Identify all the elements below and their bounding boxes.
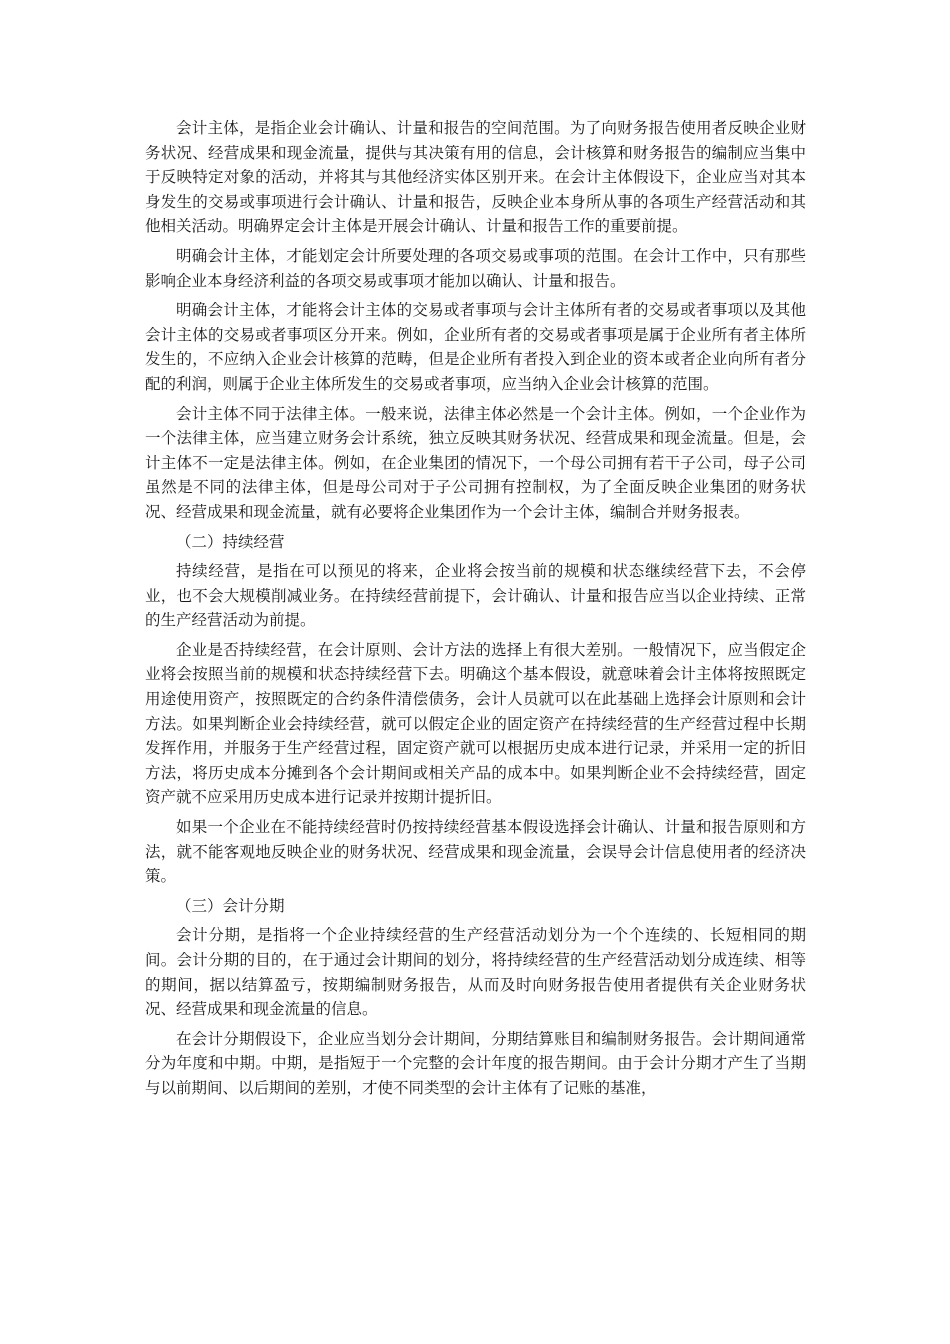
- paragraph-accounting-entity-definition: 会计主体，是指企业会计确认、计量和报告的空间范围。为了向财务报告使用者反映企业财务状况、经营成果和现金流量，提供与其决策有用的信息，会计核算和财务报告的编制应当集中于反映特定对象的活动，并将其与其他经济实体区别开来。在会计主体假设下，企业应当对其本身发生的交易或事项进行会计确认、计量和报告，反映企业本身所从事的各项生产经营活动和其他相关活动。明确界定会计主体是开展会计确认、计量和报告工作的重要前提。: [145, 119, 806, 236]
- paragraph-entity-vs-legal: 会计主体不同于法律主体。一般来说，法律主体必然是一个会计主体。例如，一个企业作为一个法律主体，应当建立财务会计系统，独立反映其财务状况、经营成果和现金流量。但是，会计主体不一定是法律主体。例如，在企业集团的情况下，一个母公司拥有若干子公司，母子公司虽然是不同的法律主体，但是母公司对于子公司拥有控制权，为了全面反映企业集团的财务状况、经营成果和现金流量，就有必要将企业集团作为一个会计主体，编制合并财务报表。: [145, 404, 806, 521]
- section-heading-accounting-period: （三）会计分期: [176, 896, 285, 915]
- paragraph-accounting-period-types: 在会计分期假设下，企业应当划分会计期间，分期结算账目和编制财务报告。会计期间通常分为年度和中期。中期，是指短于一个完整的会计年度的报告期间。由于会计分期才产生了当期与以前期间、以后期间的差别，才使不同类型的会计主体有了记账的基准，: [145, 1029, 806, 1097]
- section-heading-going-concern: （二）持续经营: [176, 532, 285, 551]
- paragraph-going-concern-methods: 企业是否持续经营，在会计原则、会计方法的选择上有很大差别。一般情况下，应当假定企业将会按照当前的规模和状态持续经营下去。明确这个基本假设，就意味着会计主体将按照既定用途使用资产，按照既定的合约条件清偿债务，会计人员就可以在此基础上选择会计原则和会计方法。如果判断企业会持续经营，就可以假定企业的固定资产在持续经营的生产经营过程中长期发挥作用，并服务于生产经营过程，固定资产就可以根据历史成本进行记录，并采用一定的折旧方法，将历史成本分摊到各个会计期间或相关产品的成本中。如果判断企业不会持续经营，固定资产就不应采用历史成本进行记录并按期计提折旧。: [145, 640, 806, 807]
- paragraph-entity-scope: 明确会计主体，才能划定会计所要处理的各项交易或事项的范围。在会计工作中，只有那些影响企业本身经济利益的各项交易或事项才能加以确认、计量和报告。: [145, 246, 806, 290]
- paragraph-going-concern-misuse: 如果一个企业在不能持续经营时仍按持续经营基本假设选择会计确认、计量和报告原则和方法，就不能客观地反映企业的财务状况、经营成果和现金流量，会误导会计信息使用者的经济决策。: [145, 818, 806, 886]
- document-body: [145, 116, 806, 1106]
- paragraph-accounting-period-definition: 会计分期，是指将一个企业持续经营的生产经营活动划分为一个个连续的、长短相同的期间。会计分期的目的，在于通过会计期间的划分，将持续经营的生产经营活动划分成连续、相等的期间，据以结算盈亏，按期编制财务报告，从而及时向财务报告使用者提供有关企业财务状况、经营成果和现金流量的信息。: [145, 926, 806, 1019]
- paragraph-entity-separation: 明确会计主体，才能将会计主体的交易或者事项与会计主体所有者的交易或者事项以及其他会计主体的交易或者事项区分开来。例如，企业所有者的交易或者事项是属于企业所有者主体所发生的，不应纳入企业会计核算的范畴，但是企业所有者投入到企业的资本或者企业向所有者分配的利润，则属于企业主体所发生的交易或者事项，应当纳入企业会计核算的范围。: [145, 301, 806, 393]
- paragraph-going-concern-definition: 持续经营，是指在可以预见的将来，企业将会按当前的规模和状态继续经营下去，不会停业，也不会大规模削减业务。在持续经营前提下，会计确认、计量和报告应当以企业持续、正常的生产经营活动为前提。: [145, 562, 806, 630]
